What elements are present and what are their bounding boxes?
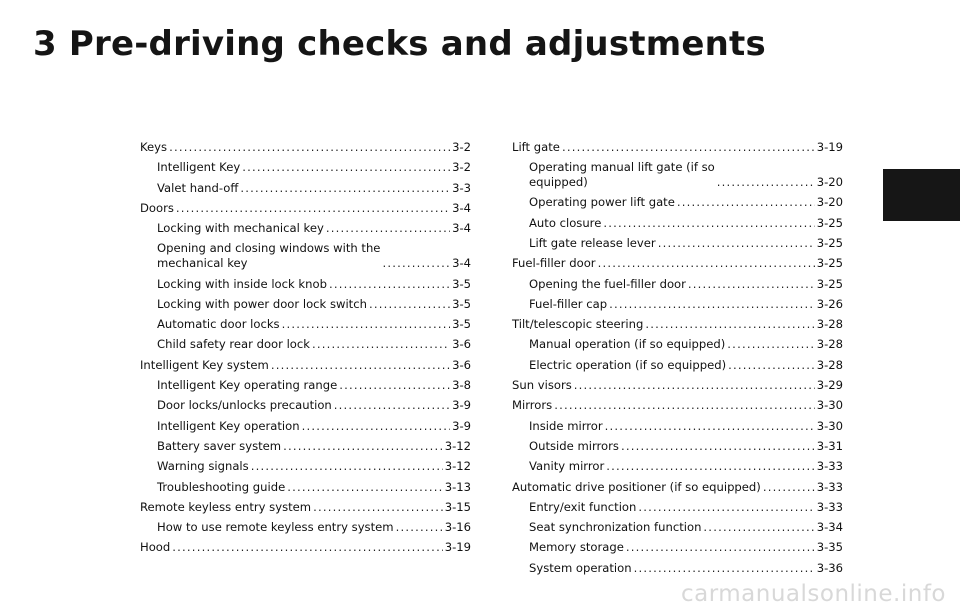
dot-leader — [287, 480, 442, 495]
toc-entry-page: 3-28 — [816, 317, 843, 332]
dot-leader — [242, 160, 450, 175]
toc-entry-page: 3-25 — [816, 215, 843, 230]
toc-entry-page: 3-6 — [452, 337, 471, 352]
toc-entry-page: 3-26 — [816, 296, 843, 311]
toc-entry-label: Tilt/telescopic steering — [512, 317, 644, 332]
toc-entry-label: Door locks/unlocks precaution — [157, 398, 332, 413]
toc-entry-page: 3-35 — [816, 540, 843, 555]
toc-entry-page: 3-20 — [816, 195, 843, 210]
toc-entry-page: 3-5 — [452, 276, 471, 291]
toc-entry[interactable] — [512, 500, 843, 515]
toc-entry[interactable] — [512, 337, 843, 352]
toc-entry[interactable] — [140, 241, 471, 271]
toc-entry[interactable] — [512, 256, 843, 271]
toc-entry-label: Battery saver system — [157, 438, 282, 453]
toc-entry[interactable] — [140, 337, 471, 352]
toc-entry-label: Outside mirrors — [529, 438, 619, 453]
toc-entry-label: Seat synchronization function — [529, 520, 702, 535]
toc-entry[interactable] — [140, 358, 471, 373]
watermark-text: carmanualsonline.info — [680, 581, 946, 607]
dot-leader — [554, 398, 814, 413]
dot-leader — [609, 297, 815, 312]
dot-leader — [313, 500, 443, 515]
toc-entry[interactable] — [512, 277, 843, 292]
toc-entry-page: 3-28 — [816, 357, 843, 372]
toc-entry-page: 3-25 — [816, 276, 843, 291]
dot-leader — [271, 358, 450, 373]
dot-leader — [172, 540, 442, 555]
dot-leader — [169, 140, 450, 155]
toc-entry[interactable] — [512, 358, 843, 373]
toc-entry-page: 3-31 — [816, 438, 843, 453]
toc-entry-page: 3-16 — [444, 520, 471, 535]
dot-leader — [302, 419, 451, 434]
toc-entry-label: Electric operation (if so equipped) — [529, 357, 727, 372]
toc-entry-label: System operation — [529, 560, 632, 575]
dot-leader — [728, 358, 815, 373]
toc-entry-label: Mirrors — [512, 398, 553, 413]
toc-entry-page: 3-29 — [816, 378, 843, 393]
dot-leader — [382, 256, 450, 271]
dot-leader — [605, 419, 815, 434]
toc-entry[interactable] — [140, 439, 471, 454]
toc-entry[interactable] — [140, 277, 471, 292]
toc-entry-label: Operating manual lift gate (if so equipped) — [529, 160, 715, 190]
toc-entry[interactable] — [512, 216, 843, 231]
toc-entry[interactable] — [140, 480, 471, 495]
toc-entry-page: 3-28 — [816, 337, 843, 352]
toc-entry[interactable] — [512, 236, 843, 251]
toc-entry-label: Automatic door locks — [157, 317, 280, 332]
dot-leader — [396, 520, 443, 535]
toc-entry-label: Hood — [140, 540, 171, 555]
toc-entry-label: Intelligent Key — [157, 160, 241, 175]
toc-entry-page: 3-13 — [444, 479, 471, 494]
toc-entry-label: Operating power lift gate — [529, 195, 675, 210]
toc-entry[interactable] — [140, 181, 471, 196]
toc-entry-label: Child safety rear door lock — [157, 337, 310, 352]
toc-entry-label: Fuel-filler door — [512, 256, 596, 271]
toc-entry-label: Sun visors — [512, 378, 572, 393]
dot-leader — [326, 221, 450, 236]
dot-leader — [283, 439, 443, 454]
dot-leader — [282, 317, 450, 332]
toc-entry-label: Doors — [140, 200, 174, 215]
toc-entry[interactable] — [512, 195, 843, 210]
dot-leader — [176, 201, 450, 216]
dot-leader — [688, 277, 815, 292]
toc-entry-page: 3-33 — [816, 459, 843, 474]
toc-entry[interactable] — [140, 317, 471, 332]
toc-entry-label: Locking with power door lock switch — [157, 296, 367, 311]
dot-leader — [645, 317, 814, 332]
toc-entry-page: 3-33 — [816, 499, 843, 514]
toc-entry[interactable] — [512, 480, 843, 495]
toc-entry-page: 3-30 — [816, 418, 843, 433]
toc-entry-page: 3-2 — [452, 140, 471, 154]
toc-entry-label: Memory storage — [529, 540, 624, 555]
toc-entry-page: 3-5 — [452, 296, 471, 311]
toc-entry[interactable] — [512, 561, 843, 576]
dot-leader — [603, 216, 814, 231]
toc-entry-page: 3-8 — [452, 378, 471, 393]
toc-entry-label: Opening the fuel-filler door — [529, 276, 686, 291]
toc-entry[interactable] — [512, 459, 843, 474]
toc-entry[interactable] — [512, 317, 843, 332]
toc-entry-page: 3-4 — [452, 221, 471, 236]
toc-entry-page: 3-4 — [452, 200, 471, 215]
toc-entry-label: Auto closure — [529, 215, 602, 230]
toc-entry[interactable] — [512, 439, 843, 454]
toc-entry[interactable] — [512, 398, 843, 413]
dot-leader — [717, 175, 815, 190]
toc-entry[interactable] — [140, 540, 471, 555]
toc-entry-page: 3-19 — [444, 540, 471, 555]
toc-entry[interactable] — [512, 419, 843, 434]
dot-leader — [763, 480, 815, 495]
toc-entry-label: Fuel-filler cap — [529, 296, 608, 311]
toc-entry-page: 3-5 — [452, 317, 471, 332]
toc-entry[interactable] — [512, 540, 843, 555]
toc-entry[interactable] — [140, 419, 471, 434]
toc-entry-page: 3-4 — [452, 256, 471, 271]
toc-entry-page: 3-36 — [816, 560, 843, 575]
toc-entry-label: Intelligent Key operation — [157, 418, 300, 433]
toc-entry[interactable] — [140, 140, 471, 155]
dot-leader — [634, 561, 815, 576]
dot-leader — [334, 398, 450, 413]
dot-leader — [329, 277, 450, 292]
toc-entry[interactable] — [140, 398, 471, 413]
chapter-tab-marker — [883, 169, 960, 221]
dot-leader — [638, 500, 814, 515]
toc-entry-page: 3-34 — [816, 520, 843, 535]
toc-entry[interactable] — [140, 500, 471, 515]
toc-entry[interactable] — [140, 297, 471, 312]
dot-leader — [606, 459, 814, 474]
toc-entry-page: 3-15 — [444, 499, 471, 514]
toc-entry-page: 3-25 — [816, 256, 843, 271]
toc-entry[interactable] — [140, 221, 471, 236]
toc-entry-label: Intelligent Key system — [140, 357, 269, 372]
page-title: 3 Pre-driving checks and adjustments — [33, 24, 766, 64]
toc-entry-label: Warning signals — [157, 459, 249, 474]
toc-entry-page: 3-12 — [444, 459, 471, 474]
toc-entry-label: Intelligent Key operating range — [157, 378, 338, 393]
toc-entry-page: 3-25 — [816, 235, 843, 250]
toc-left-column — [140, 140, 471, 561]
toc-entry[interactable] — [140, 160, 471, 175]
dot-leader — [677, 195, 815, 210]
toc-entry[interactable] — [512, 160, 843, 190]
toc-entry-label: Lift gate release lever — [529, 235, 656, 250]
toc-entry[interactable] — [140, 459, 471, 474]
dot-leader — [621, 439, 815, 454]
dot-leader — [727, 337, 814, 352]
toc-entry-label: Opening and closing windows with the mechanical key — [157, 241, 381, 271]
toc-entry-page: 3-3 — [452, 180, 471, 195]
toc-entry-page: 3-30 — [816, 398, 843, 413]
toc-entry-page: 3-12 — [444, 438, 471, 453]
dot-leader — [240, 181, 450, 196]
toc-entry-label: Inside mirror — [529, 418, 603, 433]
toc-entry-page: 3-6 — [452, 357, 471, 372]
toc-entry-label: Remote keyless entry system — [140, 499, 312, 514]
dot-leader — [251, 459, 443, 474]
toc-entry[interactable] — [140, 378, 471, 393]
toc-entry[interactable] — [512, 297, 843, 312]
toc-entry[interactable] — [512, 378, 843, 393]
toc-entry-label: Locking with inside lock knob — [157, 276, 327, 291]
dot-leader — [562, 140, 815, 155]
toc-entry-page: 3-20 — [816, 175, 843, 190]
toc-entry-label: Manual operation (if so equipped) — [529, 337, 726, 352]
toc-entry[interactable] — [140, 520, 471, 535]
toc-entry[interactable] — [512, 140, 843, 155]
toc-entry-label: Automatic drive positioner (if so equipped) — [512, 479, 761, 494]
dot-leader — [626, 540, 815, 555]
dot-leader — [574, 378, 815, 393]
toc-entry-label: Troubleshooting guide — [157, 479, 286, 494]
toc-entry-label: Vanity mirror — [529, 459, 605, 474]
toc-entry-page: 3-2 — [452, 160, 471, 175]
dot-leader — [369, 297, 450, 312]
toc-entry-page: 3-19 — [816, 140, 843, 154]
toc-entry[interactable] — [512, 520, 843, 535]
toc-entry-page: 3-9 — [452, 398, 471, 413]
toc-entry[interactable] — [140, 201, 471, 216]
toc-entry-label: How to use remote keyless entry system — [157, 520, 394, 535]
dot-leader — [703, 520, 814, 535]
toc-entry-label: Keys — [140, 140, 168, 154]
toc-right-column — [512, 140, 843, 581]
toc-entry-page: 3-33 — [816, 479, 843, 494]
toc-entry-label: Lift gate — [512, 140, 560, 154]
dot-leader — [312, 337, 450, 352]
dot-leader — [339, 378, 450, 393]
dot-leader — [598, 256, 815, 271]
toc-entry-label: Valet hand-off — [157, 180, 239, 195]
dot-leader — [658, 236, 815, 251]
toc-entry-label: Locking with mechanical key — [157, 221, 324, 236]
toc-entry-page: 3-9 — [452, 418, 471, 433]
toc-entry-label: Entry/exit function — [529, 499, 637, 514]
